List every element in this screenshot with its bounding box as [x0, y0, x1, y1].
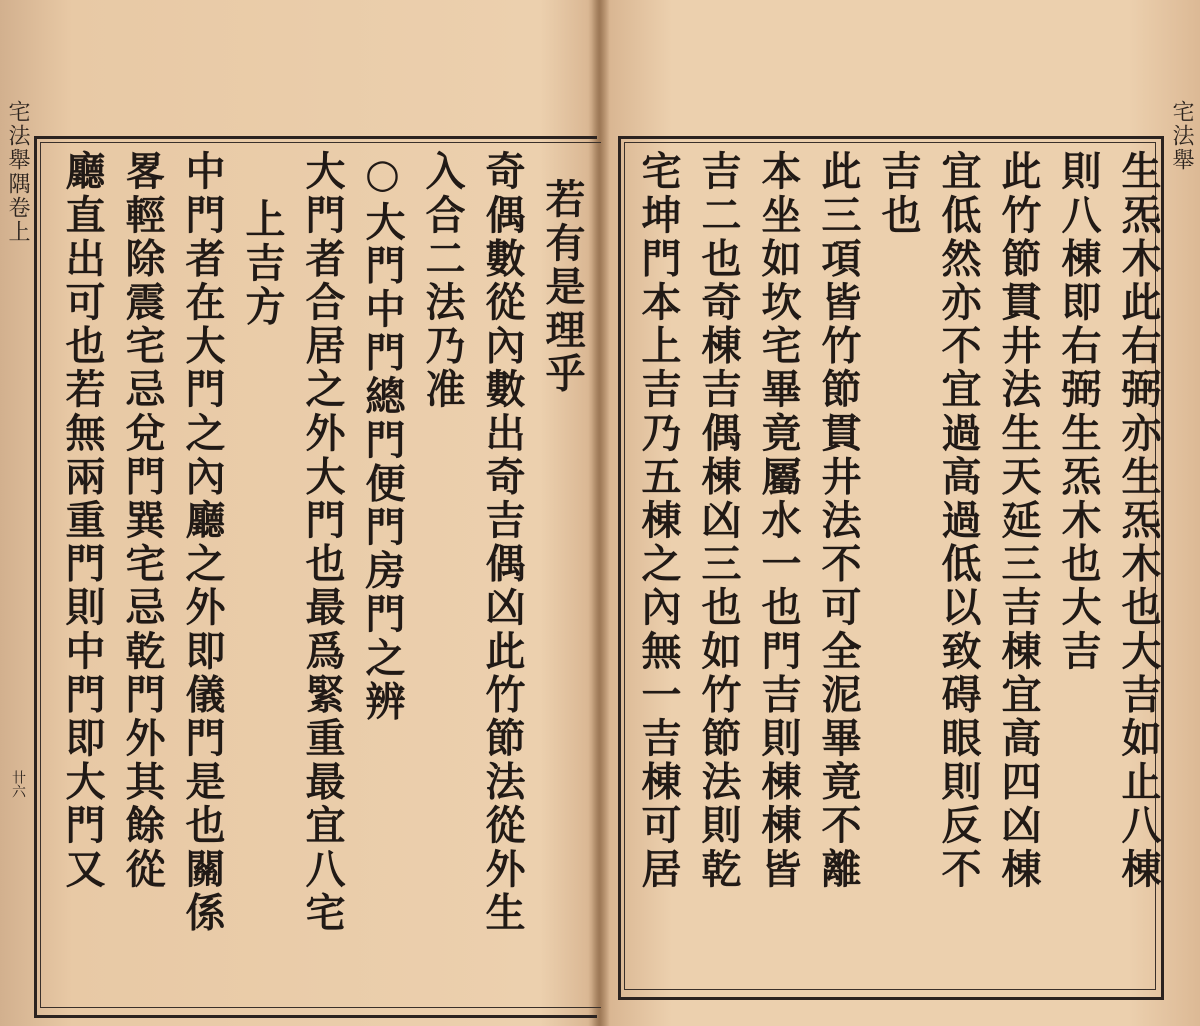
left-column-3: 入合二法乃准	[419, 150, 466, 412]
left-column-6: 上吉方	[239, 198, 286, 329]
right-page-edge-title: 宅法舉	[1169, 100, 1194, 172]
left-column-1: 若有是理乎	[539, 178, 586, 396]
left-column-8: 畧輕除震宅忌兌門巽宅忌乾門外其餘從	[119, 150, 166, 892]
left-column-2: 奇偶數從內數出奇吉偶凶此竹節法從外生	[479, 150, 526, 935]
right-column-6: 此三項皆竹節貫井法不可全泥畢竟不離	[815, 150, 862, 892]
right-column-9: 宅坤門本上吉乃五棟之內無一吉棟可居	[635, 150, 682, 892]
right-column-5: 吉也	[875, 150, 922, 238]
right-page	[606, 0, 1200, 1026]
right-column-2: 則八棟即右弼生炁木也大吉	[1055, 150, 1102, 674]
left-page-folio: 卄六	[10, 770, 26, 798]
right-column-3: 此竹節貫井法生天延三吉棟宜高四凶棟	[995, 150, 1042, 892]
left-column-7: 中門者在大門之內廳之外即儀門是也關係	[179, 150, 226, 935]
left-column-9: 廳直出可也若無兩重門則中門即大門又	[59, 150, 106, 892]
left-page	[0, 0, 590, 1026]
right-column-8: 吉二也奇棟吉偶棟凶三也如竹節法則乾	[695, 150, 742, 892]
left-column-5: 大門者合居之外大門也最爲緊重最宜八宅	[299, 150, 346, 935]
right-column-7: 本坐如坎宅畢竟屬水一也門吉則棟棟皆	[755, 150, 802, 892]
right-column-4: 宜低然亦不宜過高過低以致碍眼則反不	[935, 150, 982, 892]
left-column-4: ○大門中門總門便門房門之辨	[359, 150, 406, 724]
right-column-1: 生炁木此右弼亦生炁木也大吉如止八棟	[1115, 150, 1162, 892]
left-page-edge-title: 宅法舉隅卷上	[5, 100, 30, 244]
